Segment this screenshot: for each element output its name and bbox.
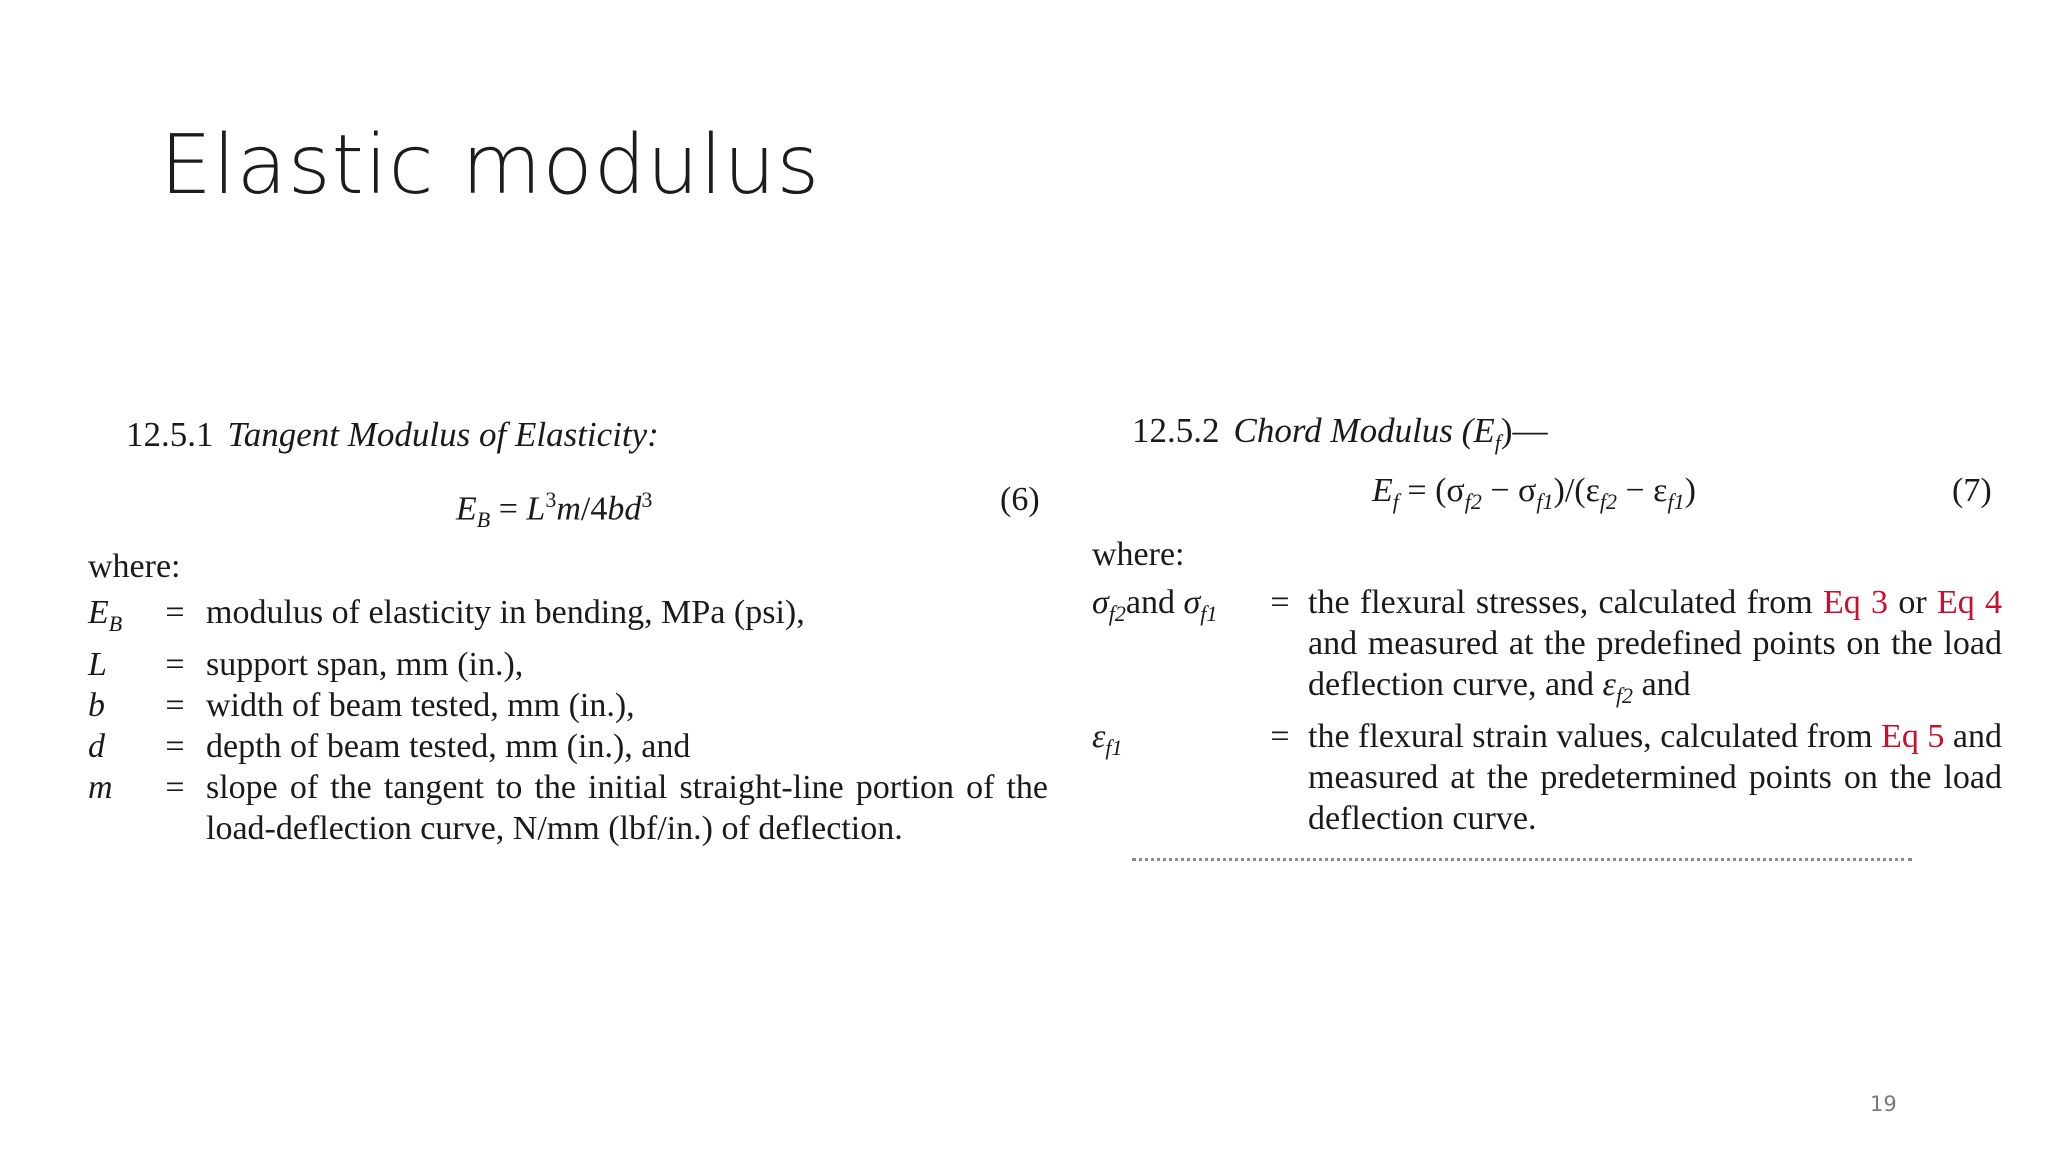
def-equals: = <box>165 768 185 806</box>
def-text: support span, mm (in.), <box>206 645 524 683</box>
where-label: where: <box>1092 536 1185 573</box>
eq6-rhs-b: m <box>556 490 581 528</box>
def-equals: = <box>1270 584 1290 621</box>
equation-number-6: (6) <box>1000 481 1040 518</box>
def-text: depth of beam tested, mm (in.), and <box>206 727 691 765</box>
def-text: width of beam tested, mm (in.), <box>206 686 635 724</box>
def-symbol: $\varepsilon_{f1}$ <box>1092 717 1123 760</box>
def-text: modulus of elasticity in bending, MPa (psi), <box>206 594 805 631</box>
where-label: where: <box>88 548 181 585</box>
eq6-rhs-d: bd <box>607 490 642 528</box>
section-title: Tangent Modulus of Elasticity: <box>227 415 659 454</box>
definition-row <box>88 592 1048 644</box>
eq7-lhs: E <box>1372 472 1393 509</box>
def-symbol: d <box>88 727 105 765</box>
def-symbol: L <box>88 645 107 683</box>
eq7-minus1: − σ <box>1481 472 1537 509</box>
eq-4-reference[interactable]: Eq 4 <box>1936 584 2002 621</box>
def-symbol: m <box>88 768 113 806</box>
definition-row <box>88 726 1048 767</box>
equation-6 <box>456 479 652 540</box>
def-equals: = <box>165 727 185 765</box>
definitions-list <box>1092 582 2002 839</box>
definition-row <box>1092 582 2002 716</box>
cropped-next-line <box>1132 858 1912 865</box>
section-number: 12.5.2 <box>1132 411 1220 450</box>
eq7-e1-sub: f1 <box>1667 488 1685 514</box>
eq6-rhs-d-sup: 3 <box>641 487 653 512</box>
def-text: slope of the tangent to the initial straight-line portion of the load-deflection curve, N/mm (lbf/in.) of deflection. <box>206 768 1048 847</box>
eq7-mid: )/(ε <box>1553 472 1600 509</box>
eq-3-reference[interactable]: Eq 3 <box>1822 584 1889 621</box>
equation-number-7: (7) <box>1952 472 1992 509</box>
eq7-e2-sub: f2 <box>1599 488 1617 514</box>
definition-row <box>88 685 1048 726</box>
eq7-close: ) <box>1684 472 1696 509</box>
eq7-open: = (σ <box>1407 472 1465 509</box>
eq6-equals: = <box>498 490 518 528</box>
definitions-list <box>88 592 1048 849</box>
eq6-rhs-a: L <box>526 490 546 528</box>
def-symbol: $E_B$ <box>88 594 123 636</box>
definition-row <box>88 767 1048 849</box>
slide-title: Elastic modulus <box>160 118 821 213</box>
section-title: Chord Modulus $(E_f)—$ <box>1233 411 1548 455</box>
definition-row <box>1092 716 2002 839</box>
eq6-lhs: E <box>456 490 477 528</box>
eq7-s1-sub: f1 <box>1536 488 1554 514</box>
section-heading-12-5-2 <box>1132 410 1547 463</box>
def-symbol: $\sigma_{f2}and$ $\sigma_{f1}$ <box>1092 584 1218 626</box>
section-number: 12.5.1 <box>126 415 214 454</box>
eq-5-reference[interactable]: Eq 5 <box>1881 717 1945 755</box>
eq7-lhs-sub: f <box>1392 488 1399 514</box>
eq6-rhs-a-sup: 3 <box>545 487 557 512</box>
def-equals: = <box>165 645 185 683</box>
eq6-rhs-c: /4 <box>580 490 608 528</box>
page-number: 19 <box>1870 1092 1897 1116</box>
def-equals: = <box>1270 717 1290 755</box>
def-equals: = <box>165 594 185 631</box>
definition-row <box>88 644 1048 685</box>
def-text: the flexural strain values, calculated from Eq 5 and measured at the predetermined points on the load deflection curve. <box>1308 717 2002 837</box>
def-text: the flexural stresses, calculated from Eq 3 or Eq 4 and measured at the predefined points on the load deflection curve, and $\varepsilon_{f2}$ and <box>1308 584 2002 708</box>
section-heading-12-5-1 <box>126 414 659 455</box>
equation-7 <box>1372 470 1696 522</box>
def-equals: = <box>165 686 185 724</box>
def-symbol: b <box>88 686 105 724</box>
eq7-minus2: − ε <box>1617 472 1668 509</box>
eq7-s2-sub: f2 <box>1464 488 1482 514</box>
eq6-lhs-sub: B <box>476 507 491 533</box>
